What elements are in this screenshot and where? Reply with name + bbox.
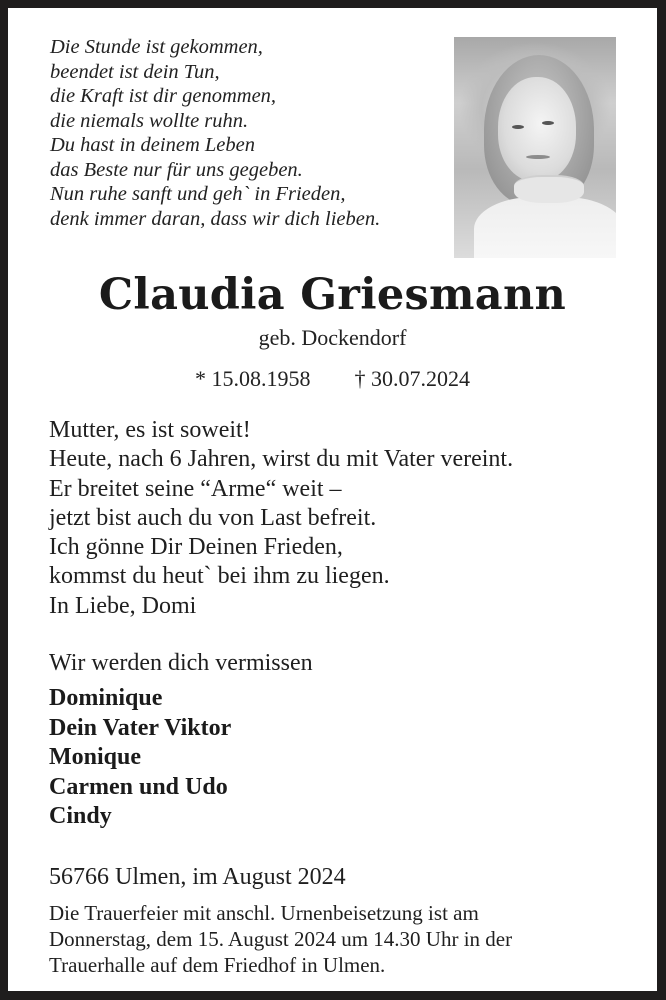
verse-line: kommst du heut` bei ihm zu liegen. bbox=[49, 563, 390, 590]
mourner: Carmen und Udo bbox=[49, 773, 228, 800]
death-date: † 30.07.2024 bbox=[354, 366, 470, 391]
funeral-info bbox=[49, 900, 512, 978]
obituary-notice bbox=[8, 8, 657, 991]
photo-mouth bbox=[526, 155, 550, 159]
mourners-list bbox=[49, 684, 231, 832]
poem-line: Nun ruhe sanft und geh` in Frieden, bbox=[50, 183, 346, 205]
portrait-photo bbox=[454, 37, 616, 258]
verse-line: Mutter, es ist soweit! bbox=[49, 417, 251, 443]
mourner: Cindy bbox=[49, 803, 112, 830]
life-dates bbox=[8, 366, 657, 392]
verse-line: Ich gönne Dir Deinen Frieden, bbox=[49, 534, 343, 561]
funeral-line: Die Trauerfeier mit anschl. Urnenbeisetzung ist am bbox=[49, 901, 479, 925]
photo-shirt bbox=[474, 197, 616, 258]
photo-face bbox=[498, 77, 576, 181]
poem-line: die Kraft ist dir genommen, bbox=[50, 85, 277, 107]
maiden-name: geb. Dockendorf bbox=[258, 325, 407, 350]
photo-hand bbox=[514, 175, 584, 203]
poem-line: denk immer daran, dass wir dich lieben. bbox=[50, 207, 381, 230]
funeral-line: Donnerstag, dem 15. August 2024 um 14.30 Uhr in der bbox=[49, 927, 513, 951]
birth-date: * 15.08.1958 bbox=[195, 366, 311, 391]
mourner: Dominique bbox=[49, 685, 163, 711]
deceased-name: Claudia Griesmann bbox=[98, 270, 567, 320]
poem-line: die niemals wollte ruhn. bbox=[50, 109, 249, 132]
poem-line: beendet ist dein Tun, bbox=[50, 60, 220, 83]
poem-line: das Beste nur für uns gegeben. bbox=[50, 158, 303, 181]
verse-line: In Liebe, Domi bbox=[49, 592, 197, 619]
poem-line: Du hast in deinem Leben bbox=[50, 134, 255, 156]
poem-line: Die Stunde ist gekommen, bbox=[50, 36, 263, 58]
verse-line: Er breitet seine “Arme“ weit – bbox=[49, 475, 342, 502]
mourner: Monique bbox=[49, 744, 142, 771]
funeral-line: Trauerhalle auf dem Friedhof in Ulmen. bbox=[49, 953, 386, 977]
photo-eye bbox=[512, 125, 524, 129]
verse-line: jetzt bist auch du von Last befreit. bbox=[49, 504, 377, 531]
poem bbox=[50, 35, 380, 231]
mourners-intro: Wir werden dich vermissen bbox=[49, 650, 313, 676]
mourner: Dein Vater Viktor bbox=[49, 714, 232, 741]
place-and-date: 56766 Ulmen, im August 2024 bbox=[49, 864, 346, 890]
verse-line: Heute, nach 6 Jahren, wirst du mit Vater vereint. bbox=[49, 446, 514, 473]
photo-eye bbox=[542, 121, 554, 125]
personal-verse bbox=[49, 416, 513, 621]
